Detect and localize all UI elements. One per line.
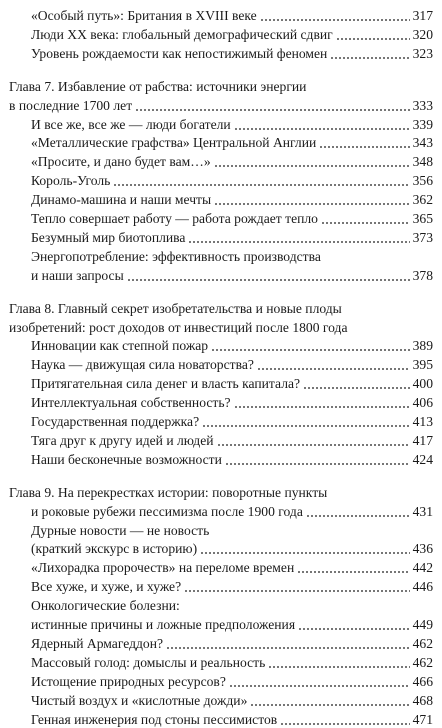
toc-entry — [0, 131, 442, 151]
toc-entry — [0, 708, 442, 728]
entry-title: И все же, все же — люди богатели — [31, 116, 231, 132]
dot-leader — [319, 146, 409, 148]
dot-leader — [260, 19, 410, 21]
dot-leader — [229, 685, 410, 687]
dot-leader — [303, 387, 410, 389]
toc-entry — [0, 556, 442, 576]
dot-leader — [306, 515, 410, 517]
toc-entry — [0, 94, 442, 114]
toc-entry — [0, 670, 442, 690]
toc-entry — [0, 448, 442, 468]
toc-entry — [0, 207, 442, 227]
dot-leader — [214, 165, 410, 167]
toc-entry — [0, 689, 442, 709]
dot-leader — [321, 222, 410, 224]
dot-leader — [113, 184, 409, 186]
page-number: 356 — [412, 173, 433, 189]
dot-leader — [268, 666, 409, 668]
page-number: 417 — [412, 432, 433, 448]
page-number: 317 — [412, 8, 433, 23]
entry-title: и роковые рубежи пессимизма после 1900 года — [31, 503, 303, 519]
entry-title: Наука — движущая сила новаторства? — [31, 357, 254, 373]
entry-title: «Лихорадка пророчеств» на переломе времен — [31, 560, 295, 576]
page-number: 471 — [412, 711, 433, 727]
page-number: 348 — [412, 154, 433, 170]
dot-leader — [166, 647, 410, 649]
entry-title: Государственная поддержка? — [31, 414, 200, 429]
dot-leader — [250, 704, 409, 706]
page-number: 436 — [412, 541, 433, 557]
dot-leader — [200, 552, 409, 554]
page-number: 333 — [412, 97, 433, 113]
dot-leader — [202, 425, 409, 427]
entry-title: «Металлические графства» Центральной Англии — [31, 135, 317, 151]
page-number: 320 — [412, 26, 433, 42]
dot-leader — [234, 128, 410, 130]
toc-entry — [0, 500, 442, 520]
toc-entry — [0, 226, 442, 246]
entry-title: Безумный мир биотоплива — [31, 229, 186, 245]
entry-title: Наши бесконечные возможности — [31, 451, 222, 467]
toc-entry — [0, 410, 442, 430]
page-number: 373 — [412, 229, 433, 245]
toc-entry — [0, 429, 442, 449]
entry-title: Тяга друг к другу идей и людей — [31, 432, 214, 448]
toc-entry — [0, 537, 442, 557]
dot-leader — [188, 241, 409, 243]
entry-title: и наши запросы — [31, 267, 124, 283]
entry-title: Массовый голод: домыслы и реальность — [31, 654, 266, 670]
toc-entry — [0, 519, 442, 539]
dot-leader — [184, 590, 410, 592]
page-number: 468 — [412, 692, 433, 708]
page-number: 466 — [412, 673, 433, 689]
page-number: 400 — [412, 376, 433, 392]
toc-entry — [0, 264, 442, 284]
toc-entry — [0, 632, 442, 652]
entry-title: изобретений: рост доходов от инвестиций после 1800 года — [9, 319, 348, 335]
toc-entry — [0, 150, 442, 170]
toc-entry — [0, 4, 442, 24]
toc-entry — [0, 42, 442, 62]
page-number: 462 — [412, 635, 433, 651]
page-number: 389 — [412, 338, 433, 354]
entry-title: Энергопотребление: эффективность производства — [31, 248, 321, 264]
dot-leader — [211, 349, 410, 351]
page-number: 378 — [412, 267, 433, 283]
toc-entry — [0, 391, 442, 411]
page-number: 442 — [412, 560, 433, 576]
entry-title: Король-Уголь — [31, 173, 111, 189]
toc-entry — [0, 613, 442, 633]
chapter-entry — [0, 481, 442, 501]
entry-title: Глава 7. Избавление от рабства: источники энергии — [9, 78, 307, 94]
toc-entry — [0, 113, 442, 133]
dot-leader — [217, 444, 410, 446]
dot-leader — [214, 203, 410, 205]
page-number: 323 — [412, 45, 433, 61]
page-number: 424 — [412, 451, 433, 467]
dot-leader — [280, 723, 409, 725]
toc-entry — [0, 188, 442, 208]
dot-leader — [234, 406, 410, 408]
entry-title: истинные причины и ложные предположения — [31, 617, 296, 632]
page-number: 406 — [412, 395, 433, 411]
entry-title: Глава 8. Главный секрет изобретательства и новые плоды — [9, 300, 342, 316]
entry-title: Уровень рождаемости как непостижимый феномен — [31, 45, 328, 61]
page-number: 413 — [412, 414, 433, 429]
dot-leader — [330, 57, 409, 59]
page-number: 431 — [412, 503, 433, 519]
toc-entry — [0, 169, 442, 189]
entry-title: Все хуже, и хуже, и хуже? — [31, 579, 182, 595]
entry-title: Динамо-машина и наши мечты — [31, 192, 212, 208]
entry-title: (краткий экскурс в историю) — [31, 541, 198, 557]
entry-title: Тепло совершает работу — работа рождает тепло — [31, 211, 318, 226]
toc-entry — [0, 316, 442, 336]
dot-leader — [225, 463, 410, 465]
entry-title: Интеллектуальная собственность? — [31, 395, 231, 411]
dot-leader — [257, 368, 410, 370]
entry-title: Онкологические болезни: — [31, 598, 180, 614]
chapter-entry — [0, 297, 442, 317]
entry-title: в последние 1700 лет — [9, 97, 133, 113]
dot-leader — [298, 628, 410, 630]
page-number: 449 — [412, 617, 433, 632]
page-number: 343 — [412, 135, 433, 151]
entry-title: Истощение природных ресурсов? — [31, 673, 226, 689]
entry-title: «Просите, и дано будет вам…» — [31, 154, 211, 170]
page-number: 446 — [412, 579, 433, 595]
entry-title: Притягательная сила денег и власть капитала? — [31, 376, 301, 392]
entry-title: Люди XX века: глобальный демографический сдвиг — [31, 26, 333, 42]
page-number: 395 — [412, 357, 433, 373]
entry-title: Ядерный Армагеддон? — [31, 635, 164, 651]
dot-leader — [135, 109, 409, 111]
page-number: 462 — [412, 654, 433, 670]
dot-leader — [297, 571, 409, 573]
chapter-entry — [0, 75, 442, 95]
entry-title: Дурные новости — не новость — [31, 522, 210, 538]
toc-entry — [0, 372, 442, 392]
entry-title: Инновации как степной пожар — [31, 338, 209, 354]
entry-title: Чистый воздух и «кислотные дожди» — [31, 692, 248, 708]
page-number: 339 — [412, 116, 433, 132]
toc-entry — [0, 353, 442, 373]
dot-leader — [336, 38, 410, 40]
page-number: 362 — [412, 192, 433, 208]
entry-title: Генная инженерия под стоны пессимистов — [31, 711, 278, 727]
page-number: 365 — [412, 211, 433, 226]
toc-entry — [0, 334, 442, 354]
toc-entry — [0, 651, 442, 671]
toc-entry — [0, 594, 442, 614]
entry-title: Глава 9. На перекрестках истории: поворотные пункты — [9, 484, 328, 500]
toc-entry — [0, 575, 442, 595]
entry-title: «Особый путь»: Британия в XVIII веке — [31, 8, 257, 23]
toc-entry — [0, 245, 442, 265]
toc-entry — [0, 23, 442, 43]
dot-leader — [127, 279, 410, 281]
